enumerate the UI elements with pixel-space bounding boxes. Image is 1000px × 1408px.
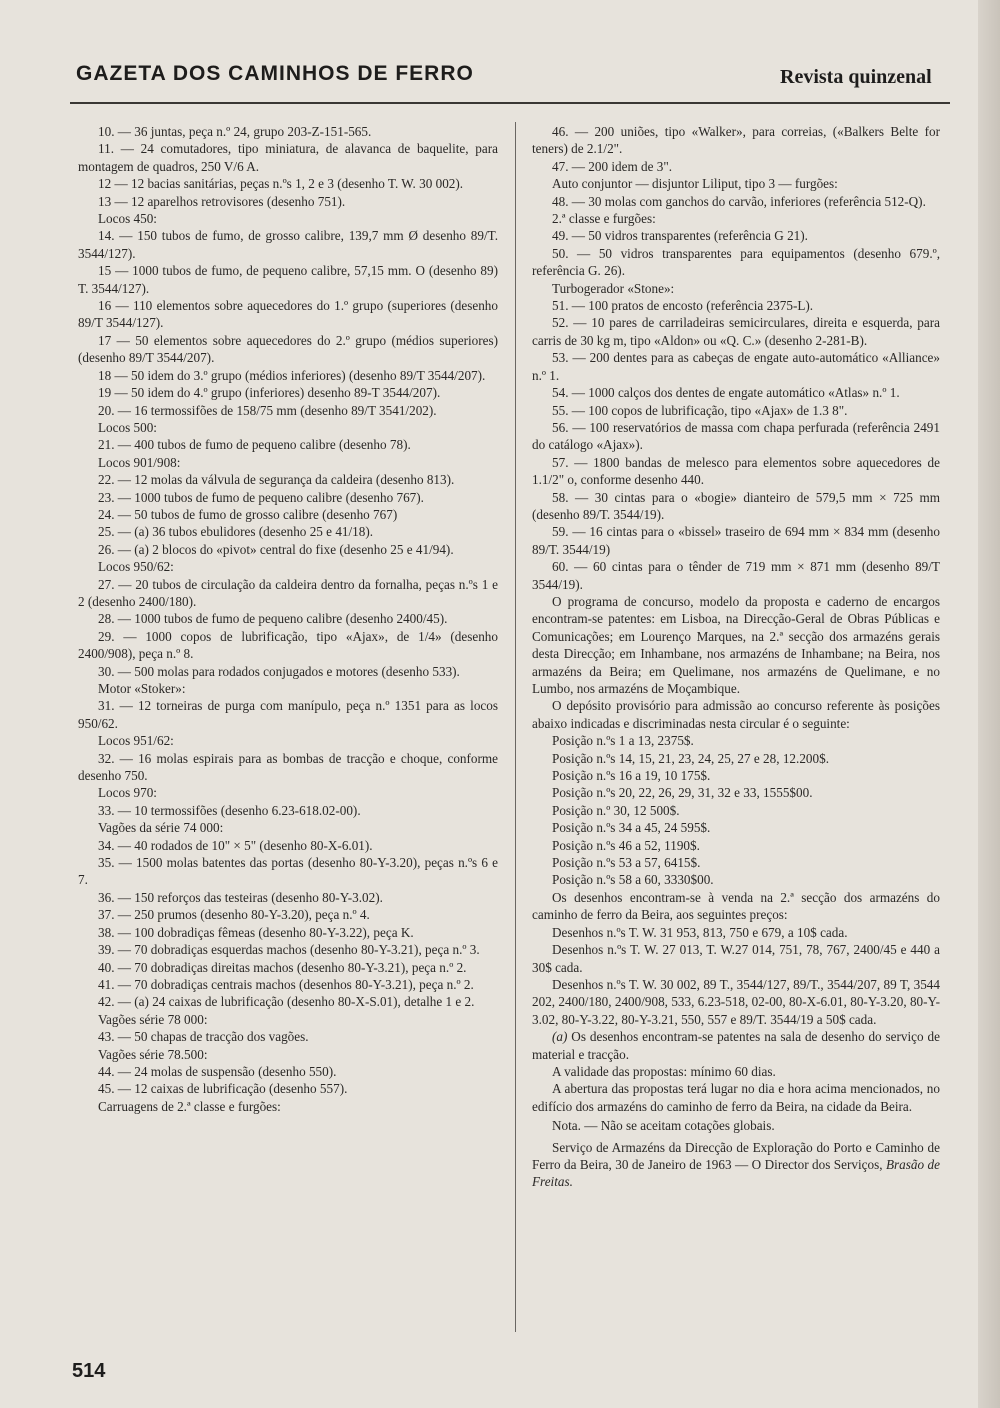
column-divider xyxy=(515,122,516,1332)
list-item: 23. — 1000 tubos de fumo de pequeno calibre (desenho 767). xyxy=(98,489,424,505)
position-line: Posição n.ºs 20, 22, 26, 29, 31, 32 e 33, 1555$00. xyxy=(552,785,813,801)
list-item: 24. — 50 tubos de fumo de grosso calibre (desenho 767) xyxy=(98,506,398,522)
list-item: Locos 951/62: xyxy=(98,733,174,749)
journal-title: GAZETA DOS CAMINHOS DE FERRO xyxy=(76,62,474,85)
list-item: 11. — 24 comutadores, tipo miniatura, de alavanca de baquelite, para montagem de quadros, 250 V/6 A. xyxy=(78,141,498,174)
list-item: 29. — 1000 copos de lubrificação, tipo «Ajax», de 1/4» (desenho 2400/908), peça n.º 8. xyxy=(78,628,498,662)
position-line: Posição n.ºs 16 a 19, 10 175$. xyxy=(552,768,711,784)
note-a-text: Os desenhos encontram-se patentes na sala de desenho do serviço de material e tracção. xyxy=(532,1029,940,1062)
list-item: 52. — 10 pares de carriladeiras semicirculares, direita e esquerda, para carris de 30 kg m, tipo «Aldon» ou «Q. C.» (desenho 2-281-B). xyxy=(532,315,940,348)
list-item: 38. — 100 dobradiças fêmeas (desenho 80-Y-3.22), peça K. xyxy=(98,924,414,940)
list-item: Locos 500: xyxy=(98,419,157,435)
drawing-prices xyxy=(532,889,940,1028)
list-item: 2.ª classe e furgões: xyxy=(552,211,656,227)
list-item: 30. — 500 molas para rodados conjugados e motores (desenho 533). xyxy=(98,663,460,679)
drawing-line: Desenhos n.ºs T. W. 30 002, 89 T., 3544/127, 89/T., 3544/207, 89 T, 3544 202, 2400/180, 2400/908, 533, 6.23-518, 02-00, 80-X-6.01, 80-Y-3.20, 80-Y-3.02, 80-Y-3.22, 80-Y-3.21, 550, 557 e 89/T. 3544/19 a 50$ cada. xyxy=(532,976,940,1027)
opening-paragraph: A abertura das propostas terá lugar no dia e hora acima mencionados, no edifício dos armazéns do caminho de ferro da Beira, na cidade da Beira. xyxy=(532,1081,940,1114)
list-item: Locos 450: xyxy=(98,211,157,227)
signature-text: Serviço de Armazéns da Direcção de Exploração do Porto e Caminho de Ferro da Beira, 30 de Janeiro de 1963 — O Director dos Serviços, xyxy=(532,1139,940,1172)
list-item: 34. — 40 rodados de 10" × 5" (desenho 80-X-6.01). xyxy=(98,837,373,853)
list-item: 28. — 1000 tubos de fumo de pequeno calibre (desenho 2400/45). xyxy=(98,611,448,627)
list-item: Locos 901/908: xyxy=(98,454,181,470)
right-items xyxy=(532,123,940,732)
list-item: 42. — (a) 24 caixas de lubrificação (desenho 80-X-S.01), detalhe 1 e 2. xyxy=(98,994,475,1010)
position-line: Posição n.ºs 53 a 57, 6415$. xyxy=(552,855,701,871)
list-item: 21. — 400 tubos de fumo de pequeno calibre (desenho 78). xyxy=(98,437,411,453)
position-line: Posição n.º 30, 12 500$. xyxy=(552,802,680,818)
list-item: 10. — 36 juntas, peça n.º 24, grupo 203-Z-151-565. xyxy=(98,124,372,139)
list-item: 56. — 100 reservatórios de massa com chapa perfurada (referência 2491 do catálogo «Ajax»). xyxy=(532,419,940,453)
list-item: 41. — 70 dobradiças centrais machos (desenhos 80-Y-3.21), peça n.º 2. xyxy=(98,976,474,992)
position-line: Posição n.ºs 1 a 13, 2375$. xyxy=(552,733,694,749)
list-item: O depósito provisório para admissão ao concurso referente às posições abaixo indicadas e discriminadas nesta circular é o seguinte: xyxy=(532,698,940,731)
right-column xyxy=(532,123,940,1191)
list-item: 32. — 16 molas espirais para as bombas de tracção e choque, conforme desenho 750. xyxy=(78,750,498,784)
left-column xyxy=(78,123,498,1115)
list-item: 50. — 50 vidros transparentes para equipamentos (desenho 679.º, referência G. 26). xyxy=(532,245,940,279)
list-item: 26. — (a) 2 blocos do «pivot» central do fixe (desenho 25 e 41/94). xyxy=(98,541,454,557)
list-item: Turbogerador «Stone»: xyxy=(552,280,675,296)
list-item: Motor «Stoker»: xyxy=(98,681,186,696)
signature-paragraph xyxy=(532,1139,940,1191)
list-item: Locos 950/62: xyxy=(98,559,174,575)
list-item: 45. — 12 caixas de lubrificação (desenho 557). xyxy=(98,1081,348,1097)
list-item: 44. — 24 molas de suspensão (desenho 550). xyxy=(98,1063,337,1079)
list-item: Vagões da série 74 000: xyxy=(98,820,224,836)
page-number: 514 xyxy=(72,1360,106,1382)
list-item: 54. — 1000 calços dos dentes de engate automático «Atlas» n.º 1. xyxy=(552,385,900,401)
page-edge xyxy=(978,0,1000,1408)
list-item: 16 — 110 elementos sobre aquecedores do 1.º grupo (superiores (desenho 89/T 3544/127). xyxy=(78,298,498,331)
list-item: 49. — 50 vidros transparentes (referência G 21). xyxy=(552,228,808,244)
validity-paragraph: A validade das propostas: mínimo 60 dias. xyxy=(552,1063,776,1079)
list-item: 57. — 1800 bandas de melesco para elementos sobre aquecedores de 1.1/2" o, conforme desenho 440. xyxy=(532,454,940,488)
list-item: 22. — 12 molas da válvula de segurança da caldeira (desenho 813). xyxy=(98,472,455,488)
list-item: 36. — 150 reforços das testeiras (desenho 80-Y-3.02). xyxy=(98,889,383,905)
list-item: 13 — 12 aparelhos retrovisores (desenho 751). xyxy=(98,193,346,209)
list-item: 46. — 200 uniões, tipo «Walker», para correias, («Balkers Belte for teners) de 2.1/2". xyxy=(532,124,940,157)
nota-paragraph: Nota. — Não se aceitam cotações globais. xyxy=(552,1118,775,1134)
list-item: 31. — 12 torneiras de purga com manípulo, peça n.º 1351 para as locos 950/62. xyxy=(78,698,498,731)
list-item: 53. — 200 dentes para as cabeças de engate auto-automático «Alliance» n.º 1. xyxy=(532,350,940,383)
list-item: 25. — (a) 36 tubos ebulidores (desenho 25 e 41/18). xyxy=(98,524,374,540)
deposit-positions xyxy=(532,732,940,889)
list-item: 55. — 100 copos de lubrificação, tipo «Ajax» de 1.3 8". xyxy=(552,402,848,418)
list-item: 12 — 12 bacias sanitárias, peças n.ºs 1, 2 e 3 (desenho T. W. 30 002). xyxy=(98,176,464,192)
list-item: 43. — 50 chapas de tracção dos vagões. xyxy=(98,1029,309,1045)
list-item: Locos 970: xyxy=(98,785,157,801)
list-item: 27. — 20 tubos de circulação da caldeira dentro da fornalha, peças n.ºs 1 e 2 (desenho 2400/180). xyxy=(78,576,498,609)
list-item: 51. — 100 pratos de encosto (referência 2375-L). xyxy=(552,298,814,314)
position-line: Posição n.ºs 58 a 60, 3330$00. xyxy=(552,872,714,888)
list-item: Auto conjuntor — disjuntor Liliput, tipo 3 — furgões: xyxy=(552,176,838,192)
list-item: 19 — 50 idem do 4.º grupo (inferiores) desenho 89-T 3544/207). xyxy=(98,385,441,401)
list-item: 40. — 70 dobradiças direitas machos (desenho 80-Y-3.21), peça n.º 2. xyxy=(98,959,467,975)
list-item: 59. — 16 cintas para o «bissel» traseiro de 694 mm × 834 mm (desenho 89/T. 3544/19) xyxy=(532,524,940,557)
list-item: 14. — 150 tubos de fumo, de grosso calibre, 139,7 mm Ø desenho 89/T. 3544/127). xyxy=(78,228,498,261)
drawing-line: Desenhos n.ºs T. W. 27 013, T. W.27 014, 751, 78, 767, 2400/45 e 440 a 30$ cada. xyxy=(532,942,940,975)
list-item: 39. — 70 dobradiças esquerdas machos (desenho 80-Y-3.21), peça n.º 3. xyxy=(98,942,480,958)
drawing-line: Os desenhos encontram-se à venda na 2.ª secção dos armazéns do caminho de ferro da Beira, aos seguintes preços: xyxy=(532,889,940,923)
note-a-label: (a) xyxy=(552,1029,568,1045)
signature-name: Brasão de Freitas. xyxy=(532,1156,940,1190)
note-a xyxy=(532,1028,940,1063)
position-line: Posição n.ºs 34 a 45, 24 595$. xyxy=(552,820,711,836)
list-item: Vagões série 78.500: xyxy=(98,1046,208,1062)
list-item: 33. — 10 termossifões (desenho 6.23-618.02-00). xyxy=(98,802,361,818)
list-item: Carruagens de 2.ª classe e furgões: xyxy=(98,1098,281,1114)
list-item: 35. — 1500 molas batentes das portas (desenho 80-Y-3.20), peças n.ºs 6 e 7. xyxy=(78,855,498,888)
list-item: O programa de concurso, modelo da proposta e caderno de encargos encontram-se patentes: em Lisboa, na Direcção-Geral de Obras Públicas e Comunicações; em Lourenço Marques, na 2.ª secção dos armazéns gerais desta Direcção; em Inhambane, nos armazéns de Inhambane; na Beira, nos armazéns da Beira; em Quelimane, nos armazéns de Quelimane, e no Lumbo, nos armazéns de Moçambique. xyxy=(532,593,940,696)
position-line: Posição n.ºs 14, 15, 21, 23, 24, 25, 27 e 28, 12.200$. xyxy=(552,750,829,766)
list-item: 15 — 1000 tubos de fumo, de pequeno calibre, 57,15 mm. O (desenho 89) T. 3544/127). xyxy=(78,263,498,296)
header-rule xyxy=(70,102,950,104)
list-item: 60. — 60 cintas para o tênder de 719 mm × 871 mm (desenho 89/T 3544/19). xyxy=(532,559,940,592)
list-item: 47. — 200 idem de 3". xyxy=(552,158,673,174)
list-item: 58. — 30 cintas para o «bogie» dianteiro de 579,5 mm × 725 mm (desenho 89/T. 3544/19). xyxy=(532,489,940,522)
list-item: Vagões série 78 000: xyxy=(98,1011,208,1027)
position-line: Posição n.ºs 46 a 52, 1190$. xyxy=(552,837,700,853)
list-item: 18 — 50 idem do 3.º grupo (médios inferiores) (desenho 89/T 3544/207). xyxy=(98,367,486,383)
list-item: 48. — 30 molas com ganchos do carvão, inferiores (referência 512-Q). xyxy=(552,193,926,209)
journal-subtitle: Revista quinzenal xyxy=(780,66,932,88)
list-item: 17 — 50 elementos sobre aquecedores do 2.º grupo (médios superiores) (desenho 89/T 3544/207). xyxy=(78,332,498,366)
drawing-line: Desenhos n.ºs T. W. 31 953, 813, 750 e 679, a 10$ cada. xyxy=(552,924,848,940)
list-item: 20. — 16 termossifões de 158/75 mm (desenho 89/T 3541/202). xyxy=(98,402,437,418)
list-item: 37. — 250 prumos (desenho 80-Y-3.20), peça n.º 4. xyxy=(98,907,370,923)
